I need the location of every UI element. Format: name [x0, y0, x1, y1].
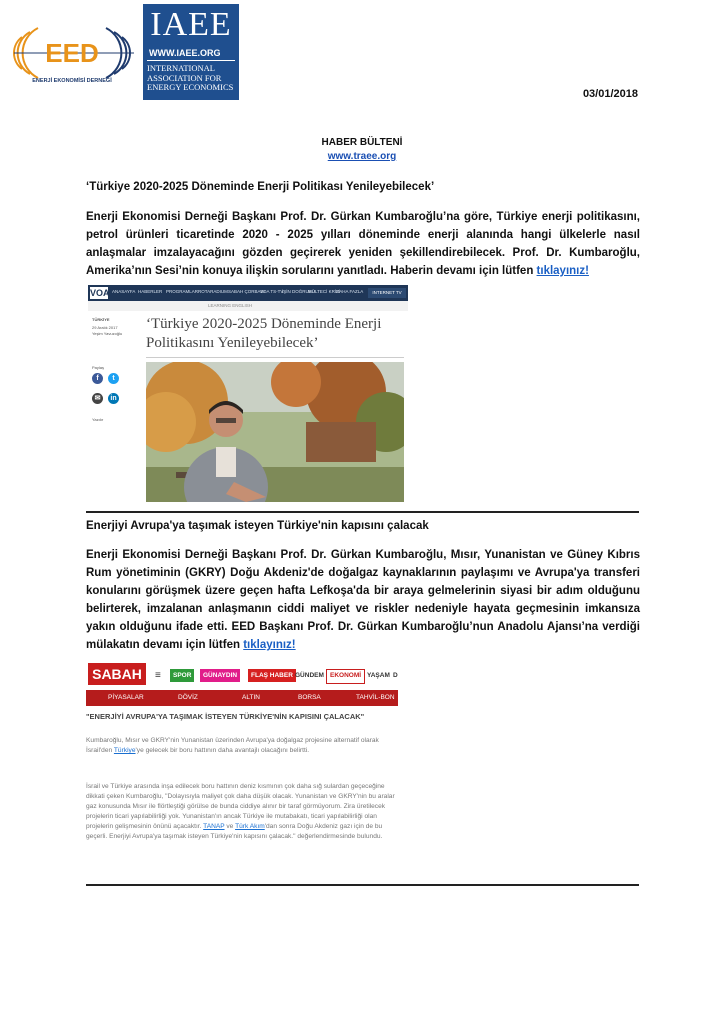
article1-link[interactable]: tıklayınız! — [536, 265, 589, 277]
sabah-menu-item[interactable]: PİYASALAR — [108, 694, 144, 701]
article2-text: Enerji Ekonomisi Derneği Başkanı Prof. Dr. Gürkan Kumbaroğlu, Mısır, Yunanistan ve Güney Kıbrıs Rum yönetiminin (GKRY) Doğu Akdeniz'de doğalgaz kaynaklarının paylaşımı ve Avrupa'ya transferi konularını görüşmek üzere geçen hafta Lefkoşa'da bir araya gelmelerinin siyasi bir adım olduğunu belirterek, imzalanan anlaşmanın ciddi maliyet ve riskler nedeniyle hayata geçmesinin imkansıza yakın olduğunu ifade etti. EED Başkanı Prof. Dr. Gürkan Kumbaroğlu’nun Anadolu Ajansı’na verdiği mülakatın devamı için lütfen — [86, 549, 640, 651]
voa-share-label: Paylaş — [92, 365, 105, 370]
iaee-logo-subtext: INTERNATIONAL ASSOCIATION FOR ENERGY ECONOMICS — [147, 63, 234, 92]
sabah-text: 'ye gelecek bir boru hattının daha avantajlı olacağını belirtti. — [135, 747, 310, 754]
voa-nav-item[interactable]: VOA TS-TV — [260, 289, 284, 294]
voa-author: Yeşim Yavuzoğlu — [92, 331, 123, 336]
article2-link[interactable]: tıklayınız! — [243, 639, 296, 651]
iaee-logo-url: WWW.IAEE.ORG — [149, 48, 221, 58]
sabah-article-heading: "ENERJİYİ AVRUPA'YA TAŞIMAK İSTEYEN TÜRKİYE'NİN KAPISINI ÇALACAK" — [86, 712, 365, 721]
eed-logo-subtext: ENERJİ EKONOMİSİ DERNEĞİ — [32, 78, 112, 84]
sabah-menu-item[interactable]: DÖVİZ — [178, 694, 198, 701]
twitter-icon[interactable]: t — [108, 373, 119, 384]
sabah-text: Kumbaroğlu, Mısır ve GKRY'nin Yunanistan üzerinden Avrupa'ya doğalgaz projesine alternatif olarak İsrail'den — [86, 737, 379, 754]
voa-internet-tv-button[interactable]: INTERNET TV — [368, 288, 406, 298]
section-divider — [86, 884, 639, 886]
sabah-screenshot — [86, 660, 398, 882]
sabah-link-turkiye[interactable]: Türkiye — [113, 747, 136, 754]
article1-text: Enerji Ekonomisi Derneği Başkanı Prof. Dr. Gürkan Kumbaroğlu’na göre, Türkiye enerji politikasını, petrol ürünleri ticaretinde 2020 - 2025 yılları döneminde enerji alanında hangi ülkelerle nasıl anlaşmalar imzalayacağını gözden geçirerek yeniden şekillendirebilecek. Prof. Dr. Kumbaroğlu, Amerika’nın Sesi’nin konuya ilişkin sorularını yanıtladı. Haberin devamı için lütfen — [86, 211, 640, 277]
sabah-menu-item[interactable]: BORSA — [298, 694, 321, 701]
sabah-tag-spor[interactable]: SPOR — [170, 669, 194, 682]
sabah-text: ve — [224, 823, 236, 830]
voa-article-photo — [146, 362, 404, 502]
article1-body — [86, 208, 640, 280]
sabah-tag-gunaydin[interactable]: GÜNAYDIN — [200, 669, 240, 682]
sabah-tag-flas-haber[interactable]: FLAŞ HABER — [248, 669, 296, 682]
voa-print-button[interactable]: Yazdır — [92, 417, 104, 422]
voa-title-divider — [146, 357, 404, 358]
sabah-link-tanap[interactable]: TANAP — [203, 823, 225, 830]
voa-nav-item[interactable]: ROTARADIUM — [198, 289, 228, 294]
eed-logo — [8, 20, 140, 86]
sabah-paragraph — [86, 782, 398, 842]
sabah-tag-ekonomi[interactable]: EKONOMİ — [326, 669, 365, 684]
bulletin-date: 03/01/2018 — [582, 88, 638, 100]
voa-article-title: ‘Türkiye 2020-2025 Döneminde Enerji Politikasını Yenileyebilecek’ — [146, 316, 382, 351]
voa-screenshot — [88, 285, 408, 505]
iaee-logo-divider — [147, 60, 235, 61]
sabah-topbar — [86, 660, 398, 690]
voa-logo: VOA — [90, 288, 110, 298]
bulletin-title: HABER BÜLTENİ — [321, 137, 403, 148]
voa-nav-item[interactable]: DAHA FAZLA — [336, 289, 364, 294]
voa-navbar — [88, 285, 408, 301]
voa-nav-item[interactable]: HABERLER — [138, 289, 163, 294]
article2-body — [86, 546, 640, 654]
sabah-paragraph — [86, 736, 398, 756]
website-link[interactable]: www.traee.org — [327, 151, 397, 162]
voa-nav-item[interactable]: MÜLTECİ KRİZİ — [308, 289, 341, 294]
section-divider — [86, 511, 639, 513]
sabah-text: 'dan sonra Doğu Akdeniz gazı için de bu geçerli. Enerjiyi Avrupa'ya taşımak isteyen Türkiye'nin kapısını çalacak." değerlendirmesinde bulundu. — [86, 823, 383, 840]
hamburger-menu-icon[interactable]: ≡ — [155, 670, 161, 681]
linkedin-icon[interactable]: in — [108, 393, 119, 404]
iaee-logo — [143, 4, 239, 100]
article1-heading: ‘Türkiye 2020-2025 Döneminde Enerji Politikası Yenileyebilecek’ — [86, 181, 435, 193]
voa-nav-item[interactable]: İŞİN DOĞRUSU — [282, 289, 316, 294]
eed-logo-text: EED — [45, 38, 99, 68]
voa-subbar — [88, 301, 408, 311]
facebook-icon[interactable]: f — [92, 373, 103, 384]
sabah-tag-more[interactable]: D — [393, 672, 398, 679]
sabah-link-turk-akim[interactable]: Türk Akım — [235, 823, 265, 830]
voa-learning-english[interactable]: LEARNING ENGLISH — [208, 303, 253, 308]
sabah-submenu — [86, 690, 398, 706]
sabah-tag-yasam[interactable]: YAŞAM — [367, 672, 390, 679]
article2-heading: Enerjiyi Avrupa'ya taşımak isteyen Türkiye'nin kapısını çalacak — [86, 520, 429, 532]
bulletin-website — [0, 151, 724, 162]
sabah-menu-item[interactable]: ALTIN — [242, 694, 260, 701]
voa-nav-item[interactable]: PROGRAMLAR — [166, 289, 199, 294]
voa-category[interactable]: TÜRKİYE — [92, 317, 110, 322]
voa-nav-item[interactable]: ANASAYFA — [112, 289, 136, 294]
sabah-tag-gundem[interactable]: GÜNDEM — [295, 672, 324, 679]
iaee-logo-text: IAEE — [150, 6, 232, 43]
email-icon[interactable]: ✉ — [92, 393, 103, 404]
voa-article-date: 29 Aralık 2017 — [92, 325, 118, 330]
sabah-text: İsrail ve Türkiye arasında inşa edilecek boru hattının deniz kısmının çok daha sığ sulardan geçeceğine dikkati çeken Kumbaroğlu, "Dolayısıyla maliyet çok daha düşük olacak. Yunanistan ve GKRY'nin bu aralar gaz konusunda Mısır ile flörtleştiği görülse de bunda ciddiye alınır bir taraf görmüyorum. Zira üretilecek projelerin ticari yapılabilirliği yok. Yunanistan'ın ancak Türkiye ile mutabakatı, ticari yapılabilirliği olan projelerin gelişmesinin önünü açacaktır. — [86, 783, 395, 830]
sabah-menu-item[interactable]: TAHVİL-BON — [356, 694, 395, 701]
sabah-logo[interactable]: SABAH — [88, 663, 146, 685]
voa-nav-item[interactable]: SABAH ÇORBASI — [228, 289, 265, 294]
